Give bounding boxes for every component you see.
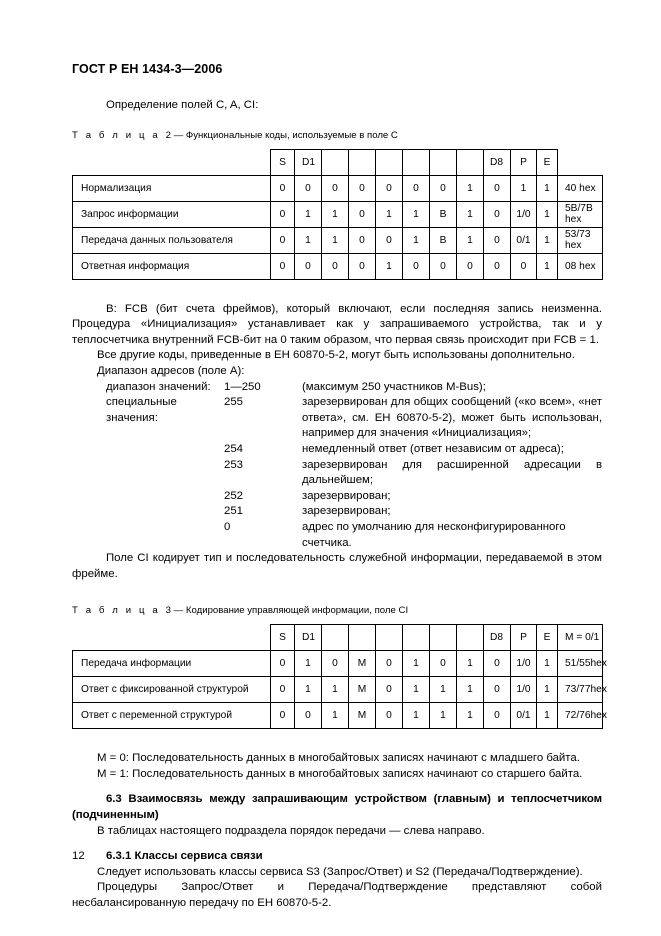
table3 [72,624,607,729]
table3-caption-text: — Кодирование управляющей информации, поле CI [173,605,409,617]
table2-row0-bit2: 0 [349,175,376,201]
list-item [72,442,602,458]
table3-row1-bit5: 1 [430,677,457,703]
table2-row2-hex: 53/73 hex [558,227,603,253]
table2-row0-bit7: 0 [484,175,511,201]
table3-row2-bit4: 1 [403,703,430,729]
m-note-1: M = 1: Последовательность данных в многобайтовых записях начинают со старшего байта. [97,767,583,780]
table2-row0-p: 1 [511,175,537,201]
table3-row2-bit0: 0 [295,703,322,729]
table3-row1-p: 1/0 [511,677,537,703]
table2-header-b2 [322,149,349,175]
table2-row3-bit7: 0 [484,253,511,279]
table3-header-p: P [511,625,537,651]
table2-row1-bit0: 1 [295,201,322,227]
table3-row2-bit6: 1 [457,703,484,729]
table2-header-d1: D1 [295,149,322,175]
table3-row0-p: 1/0 [511,651,537,677]
table-row [73,253,603,279]
table2-caption [72,129,602,142]
table3-row2-s: 0 [271,703,295,729]
address-row0-description: (максимум 250 участников M-Bus); [302,380,486,393]
table2-row3-s: 0 [271,253,295,279]
table3-row0-bit7: 0 [484,651,511,677]
table2-row3-p: 0 [511,253,537,279]
table3-header-b6 [430,625,457,651]
section-6-3-1-body1: Следует использовать классы сервиса S3 (Запрос/Ответ) и S2 (Передача/Подтверждение). [97,865,583,878]
page-number: 12 [72,850,85,862]
table3-row1-bit1: 1 [322,677,349,703]
document-header: ГОСТ Р ЕН 1434-3—2006 [72,62,223,76]
table2-header-b4 [376,149,403,175]
table3-row1-e: 1 [537,677,558,703]
table2-caption-number: 2 [165,129,171,141]
table3-body [73,651,607,729]
table2-row2-s: 0 [271,227,295,253]
table2-row1-bit3: 1 [376,201,403,227]
list-item [72,520,602,551]
table3-header-m: M = 0/1 [558,625,603,651]
table2-row0-s: 0 [271,175,295,201]
list-item [72,458,602,489]
table-row [73,677,603,703]
table2-row1-s: 0 [271,201,295,227]
table3-caption [72,604,602,617]
table2 [72,149,603,280]
table3-row2-e: 1 [537,703,558,729]
table3-caption-prefix: Т а б л и ц а [72,605,161,617]
table3-row0-bit2: M [349,651,376,677]
table2-body [73,175,603,279]
table2-header-e: E [537,149,558,175]
table3-row0-hex: 51/55hex [558,651,603,677]
table3-row1-s: 0 [271,677,295,703]
table3-header-d1: D1 [295,625,322,651]
table-row [73,703,603,729]
table3-row0-bit5: 0 [430,651,457,677]
list-item [72,504,602,520]
table2-row1-hex: 5B/7B hex [558,201,603,227]
table2-row3-bit4: 0 [403,253,430,279]
table2-row0-bit6: 1 [457,175,484,201]
table3-row2-hex: 72/76hex [558,703,603,729]
table2-header-hex [558,149,603,175]
table2-row2-e: 1 [537,227,558,253]
table3-row1-bit7: 0 [484,677,511,703]
table3-row0-e: 1 [537,651,558,677]
table3-row2-bit1: 1 [322,703,349,729]
table3-row0-bit0: 1 [295,651,322,677]
fcb-paragraph: B: FCB (бит счета фреймов), который включают, если последняя запись неизменна. Процедура «Инициализация» устанавливает как у запрашиваемого устройства, так и у теплосчетчика внутренний FCB-бит на 0 таким образом, что первая связь происходит при FCB = 1. [72,302,602,346]
list-item [72,380,602,396]
table2-row2-bit1: 1 [322,227,349,253]
table3-row0-s: 0 [271,651,295,677]
address-row2-description: немедленный ответ (ответ независим от адреса); [302,442,564,455]
table3-row0-bit4: 1 [403,651,430,677]
address-row1-value: 255 [224,396,244,409]
address-row1-term: специальные значения: [106,396,177,424]
list-item [72,489,602,505]
table2-caption-text: — Функциональные коды, используемые в поле C [173,129,398,141]
page-content [72,0,607,912]
table3-header-blank [73,625,271,651]
table2-row2-bit7: 0 [484,227,511,253]
table3-row0-label: Передача информации [73,651,271,677]
table2-row1-e: 1 [537,201,558,227]
table2-header-b3 [349,149,376,175]
address-row3-description: зарезервирован для расширенной адресации в дальнейшем; [302,458,602,487]
table2-row3-bit1: 0 [322,253,349,279]
table2-row2-bit4: 1 [403,227,430,253]
address-row4-description: зарезервирован; [302,489,391,502]
m-note-0: M = 0: Последовательность данных в многобайтовых записях начинают с младшего байта. [97,752,580,765]
address-row3-value: 253 [224,458,244,471]
table2-row3-hex: 08 hex [558,253,603,279]
table3-row2-bit3: 0 [376,703,403,729]
intro-line: Определение полей C, A, CI: [106,99,259,111]
table3-row1-bit4: 1 [403,677,430,703]
table3-row1-hex: 73/77hex [558,677,603,703]
table3-row2-bit5: 1 [430,703,457,729]
table2-row3-bit2: 0 [349,253,376,279]
table2-row3-bit3: 1 [376,253,403,279]
section-6-3-1-body2: Процедуры Запрос/Ответ и Передача/Подтверждение представляют собой несбалансированную передачу по ЕН 60870-5-2. [72,881,602,910]
table2-header-b5 [403,149,430,175]
table3-row0-bit1: 0 [322,651,349,677]
table3-header-b4 [376,625,403,651]
table-row [73,175,603,201]
address-row1-description: зарезервирован для общих сообщений («ко всем», «нет ответа», см. ЕН 60870-5-2), может быть использован, например для значения «Инициализация»; [302,396,602,440]
table3-row1-bit6: 1 [457,677,484,703]
table3-row1-label: Ответ с фиксированной структурой [73,677,271,703]
table3-header-b7 [457,625,484,651]
table2-header-s: S [271,149,295,175]
table2-row0-bit3: 0 [376,175,403,201]
table2-row2-bit2: 0 [349,227,376,253]
table3-header-s: S [271,625,295,651]
table2-row1-bit6: 1 [457,201,484,227]
table2-row2-p: 0/1 [511,227,537,253]
table2-header-d8: D8 [484,149,511,175]
table3-row0-bit3: 0 [376,651,403,677]
table2-header-p: P [511,149,537,175]
table3-row1-bit2: M [349,677,376,703]
table2-row2-bit0: 1 [295,227,322,253]
table2-row0-bit0: 0 [295,175,322,201]
table3-caption-number: 3 [165,605,171,617]
table2-row1-bit5: B [430,201,457,227]
address-range-title: Диапазон адресов (поле A): [97,364,245,377]
table2-row0-bit1: 0 [322,175,349,201]
table2-row1-bit1: 1 [322,201,349,227]
address-row0-value: 1—250 [224,380,261,393]
table2-row0-bit5: 0 [430,175,457,201]
table2-header-blank [73,149,271,175]
table2-row3-bit0: 0 [295,253,322,279]
table2-caption-prefix: Т а б л и ц а [72,129,161,141]
heading-6-3-1: 6.3.1 Классы сервиса связи [106,850,263,863]
table2-row2-bit3: 0 [376,227,403,253]
table3-row2-bit7: 0 [484,703,511,729]
address-row6-value: 0 [224,520,231,533]
list-item [72,395,602,442]
table2-row3-bit5: 0 [430,253,457,279]
address-row6-description: адрес по умолчанию для несконфигурированного счетчика. [302,520,566,549]
table3-header-row [73,625,603,651]
table3-header-b5 [403,625,430,651]
table2-row3-e: 1 [537,253,558,279]
other-codes-paragraph: Все другие коды, приведенные в ЕН 60870-5-2, могут быть использованы дополнительно. [97,349,575,362]
ci-paragraph: Поле CI кодирует тип и последовательность служебной информации, передаваемой в этом фрейме. [72,552,602,580]
section-6-3-body: В таблицах настоящего подраздела порядок передачи — слева направо. [97,824,485,837]
address-row0-term: диапазон значений: [106,380,211,393]
table2-row2-label: Передача данных пользователя [73,227,271,253]
table2-row1-bit7: 0 [484,201,511,227]
table-row [73,651,603,677]
table2-row0-e: 1 [537,175,558,201]
address-row2-value: 254 [224,442,244,455]
table2-row0-bit4: 0 [403,175,430,201]
table2-row0-hex: 40 hex [558,175,603,201]
table2-header-b7 [457,149,484,175]
heading-6-3: 6.3 Взаимосвязь между запрашивающим устройством (главным) и теплосчетчиком (подчиненным) [72,793,602,822]
table2-row1-p: 1/0 [511,201,537,227]
address-range-list [72,380,602,552]
table3-header-e: E [537,625,558,651]
table2-header-row [73,149,603,175]
table2-row0-label: Нормализация [73,175,271,201]
table3-header-b3 [349,625,376,651]
table3-header-d8: D8 [484,625,511,651]
table3-row2-bit2: M [349,703,376,729]
table-row [73,227,603,253]
table3-row0-bit6: 1 [457,651,484,677]
table2-row2-bit5: B [430,227,457,253]
table2-header-b6 [430,149,457,175]
table2-row3-bit6: 0 [457,253,484,279]
table2-row1-bit2: 0 [349,201,376,227]
table3-header-b2 [322,625,349,651]
table3-row2-label: Ответ с переменной структурой [73,703,271,729]
table2-row1-bit4: 1 [403,201,430,227]
address-row5-description: зарезервирован; [302,505,391,518]
table3-row2-p: 0/1 [511,703,537,729]
table3-row1-bit3: 0 [376,677,403,703]
address-row4-value: 252 [224,489,244,502]
table3-row1-bit0: 1 [295,677,322,703]
table-row [73,201,603,227]
table2-row3-label: Ответная информация [73,253,271,279]
table2-row2-bit6: 1 [457,227,484,253]
address-row5-value: 251 [224,505,244,518]
table2-row1-label: Запрос информации [73,201,271,227]
